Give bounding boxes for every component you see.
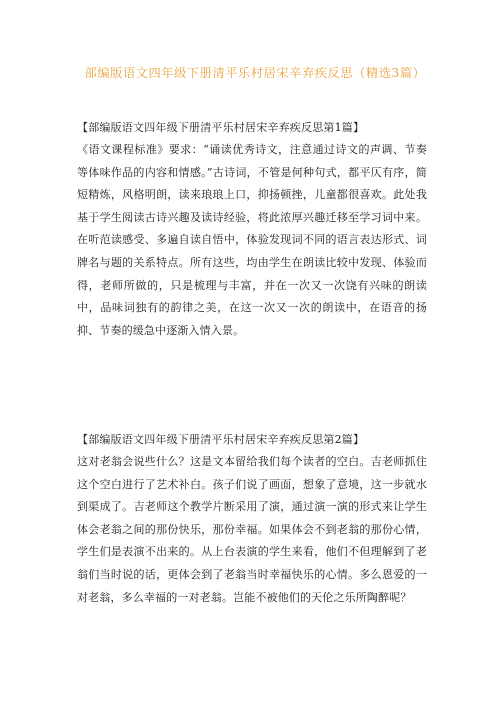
section-heading: 【部编版语文四年级下册清平乐村居宋辛弃疾反思第2篇】 xyxy=(77,433,365,446)
section-heading: 【部编版语文四年级下册清平乐村居宋辛弃疾反思第1篇】 xyxy=(77,121,365,134)
section-2 xyxy=(77,429,427,609)
section-body: 《语文课程标准》要求：“诵读优秀诗文，注意通过诗文的声调、节奏等体味作品的内容和情感。”古诗词，不管是何种句式，都平仄有序，简短精炼，风格明朗，读来琅琅上口，抑扬顿挫，儿童都很喜欢。此处我基于学生阅读古诗兴趣及读诗经验，将此浓厚兴趣迁移至学习词中来。在听范读感受、多遍自读自悟中，体验发现词不同的语言表达形式、词牌名与题的关系特点。所有这些，均由学生在朗读比较中发现、体验而得，老师所做的，只是梳理与丰富，并在一次又一次饶有兴味的朗读中，品味词独有的韵律之美，在这一次又一次的朗读中，在语音的扬抑、节奏的缓急中逐渐入情入景。 xyxy=(77,143,427,337)
document-title: 部编版语文四年级下册清平乐村居宋辛弃疾反思（精选3篇） xyxy=(84,66,426,80)
section-body: 这对老翁会说些什么？这是文本留给我们每个读者的空白。吉老师抓住这个空白进行了艺术补白。孩子们说了画面，想象了意境，这一步就水到渠成了。吉老师这个教学片断采用了演，通过演一演的形式来让学生体会老翁之间的那份快乐，那份幸福。如果体会不到老翁的那份心情，学生们是表演不出来的。从上台表演的学生来看，他们不但理解到了老翁们当时说的话，更体会到了老翁当时幸福快乐的心情。多么恩爱的一对老翁，多么幸福的一对老翁。岂能不被他们的天伦之乐所陶醉呢？ xyxy=(77,455,427,604)
section-1 xyxy=(77,117,427,342)
